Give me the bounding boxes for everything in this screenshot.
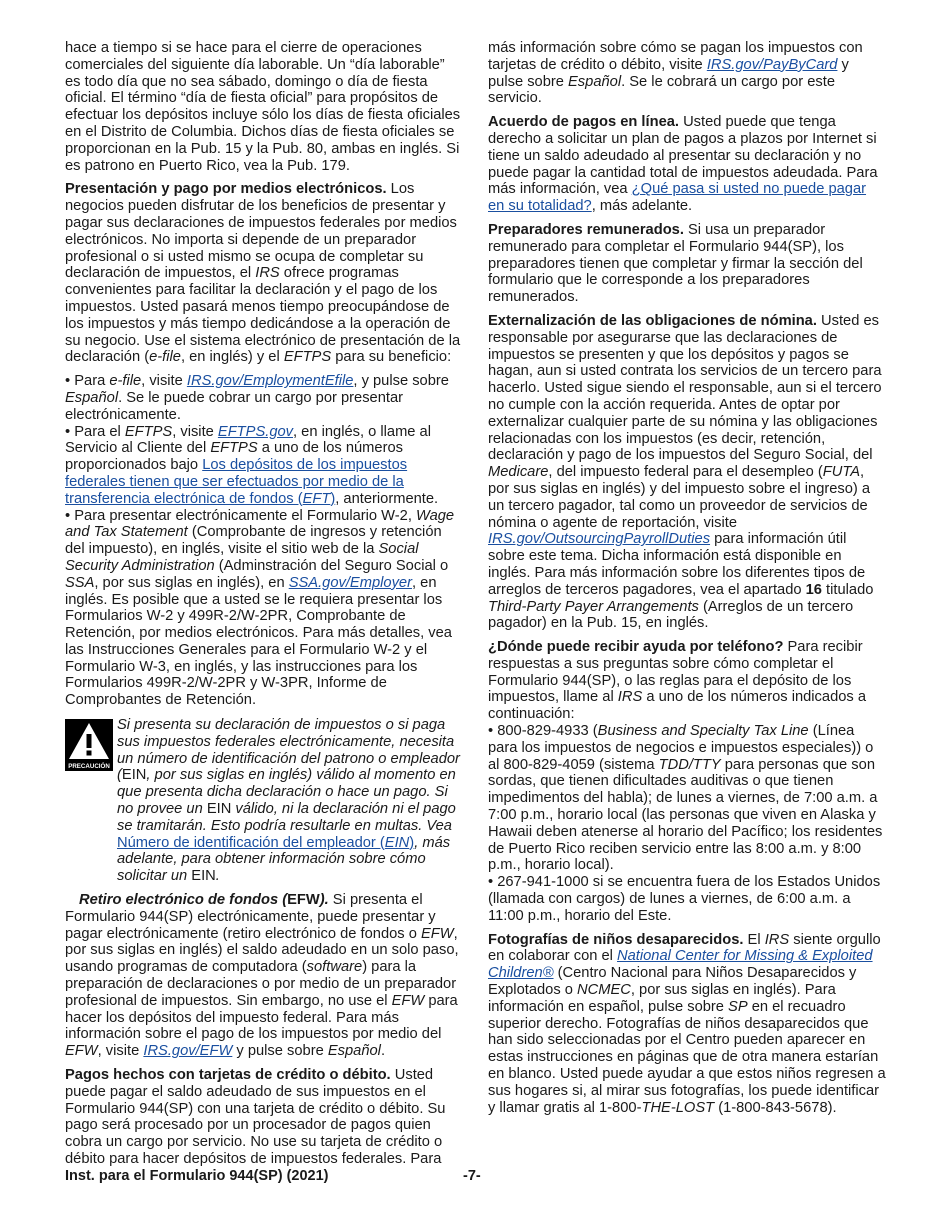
bullet-phone-domestic: • 800-829-4933 (Business and Specialty Tax Line (Línea para los impuestos de negocios e impuestos especiales)) o al 800-829-4059 (sistema TDD/TTY para personas que son sordas, que tienen dificultades auditivas o que tienen impedimentos del habla); de lunes a viernes, de 7:00 a.m. a 7:00 p.m., horario local (las personas que viven en Alaska y Hawaii deben atenerse al horario del Pacífico; los residentes de Puerto Rico reciben servicio entre las 8:00 a.m. y 8:00 p.m., horario local). xyxy=(488,723,883,874)
paragraph-outsourcing: Externalización de las obligaciones de nómina. Usted es responsable por asegurarse que las declaraciones de impuestos se presenten y que los depósitos y pagos se hagan, aun si usted contrata los servicios de un tercero para hacerlo. Usted sigue siendo el responsable, aun si el tercero no cumple con la acción requerida. Antes de optar por externalizar cualquier parte de su nómina y las obligaciones relacionadas con los impuestos (es decir, retención, declaración y pago de los impuestos del Seguro Social, del Medicare, del impuesto federal para el desempleo (FUTA, por sus siglas en inglés) y del impuesto sobre el ingreso) a un tercero pagador, tal como un proveedor de servicios de nómina o agente de reportación, visite IRS.gov/OutsourcingPayrollDuties para información útil sobre este tema. Dicha información está disponible en inglés. Para más información sobre los diferentes tipos de arreglos de terceros pagadores, vea el apartado 16 titulado Third-Party Payer Arrangements (Arreglos de un tercero pagador) en la Pub. 15, en inglés. xyxy=(488,312,882,632)
bullet-efile: • Para e-file, visite IRS.gov/EmploymentEfile, y pulse sobre Español. Se le puede cobrar un cargo por presentar electrónicamente. xyxy=(65,373,449,423)
paragraph-paid-preparers: Preparadores remunerados. Si usa un preparador remunerado para completar el Formulario 944(SP), los preparadores tienen que completar y firmar la sección del formulario que le corresponde a los preparadores remunerados. xyxy=(488,221,863,306)
paragraph-deposit-timing: hace a tiempo si se hace para el cierre de operaciones comerciales del siguiente día laborable. Un “día laborable” es todo día que no sea sábado, domingo o día de fiesta oficial. El término “día de fiesta oficial” para propósitos de efectuar los depósitos incluye sólo los días de fiesta oficiales en el Distrito de Columbia. Dichos días de fiesta oficiales se proporcionan en la Pub. 15 y la Pub. 80, ambas en inglés. Si es patrono en Puerto Rico, vea la Pub. 179. xyxy=(65,40,461,174)
link-eftps[interactable]: EFTPS.gov xyxy=(217,423,294,440)
link-outsourcing-payroll[interactable]: IRS.gov/OutsourcingPayrollDuties xyxy=(488,531,711,548)
link-irs-efw[interactable]: IRS.gov/EFW xyxy=(143,1043,233,1060)
paragraph-installment: Acuerdo de pagos en línea. Usted puede que tenga derecho a solicitar un plan de pagos a plazos por Internet si tiene un saldo adeudado al presentar su declaración y no puede pagar la cantidad total de impuestos adeudada. Para más información, vea ¿Qué pasa si usted no puede pagar en su totalidad?, más adelante. xyxy=(488,114,878,215)
link-employment-efile[interactable]: IRS.gov/EmploymentEfile xyxy=(186,373,354,390)
link-ssa-employer[interactable]: SSA.gov/Employer xyxy=(288,574,412,591)
caution-text: Si presenta su declaración de impuestos o si paga sus impuestos federales electrónicamente, necesita un número de identificación del patrono o empleador (EIN, por sus siglas en inglés) válido al momento en que presenta dicha declaración o hace un pago. Si no provee un EIN válido, ni la declaración ni el pago se tramitarán. Esto podría resultarle en multas. Vea Número de identificación del empleador (EIN), más adelante, para obtener información sobre cómo solicitar un EIN. xyxy=(117,717,460,885)
link-pay-by-card[interactable]: IRS.gov/PayByCard xyxy=(706,56,838,73)
link-eft-deposits[interactable]: Los depósitos de los impuestos federales tienen que ser efectuados por medio de la transferencia electrónica de fondos (EFT) xyxy=(65,457,408,507)
heading-efw: Retiro electrónico de fondos (EFW). xyxy=(79,892,329,909)
heading-electronic-filing: Presentación y pago por medios electrónicos. xyxy=(65,181,387,198)
heading-missing-children: Fotografías de niños desaparecidos. xyxy=(488,931,744,948)
caution-box xyxy=(65,717,463,885)
paragraph-phone-help: ¿Dónde puede recibir ayuda por teléfono? Para recibir respuestas a sus preguntas sobre cómo completar el Formulario 944(SP), o las reglas para el depósito de los impuestos, llame al IRS a uno de los números indicados a continuación: xyxy=(488,639,867,723)
link-ncmec[interactable]: National Center for Missing & Exploited Children® xyxy=(488,948,873,982)
caution-icon xyxy=(65,719,113,771)
footer-title: Inst. para el Formulario 944(SP) (2021) xyxy=(65,1168,329,1184)
left-column xyxy=(65,40,463,1175)
paragraph-card-payments: Pagos hechos con tarjetas de crédito o débito. Usted puede pagar el saldo adeudado de sus impuestos en el Formulario 944(SP) con una tarjeta de crédito o débito. Su pago será procesado por un procesador de pagos quien cobra un cargo por servicio. No use su tarjeta de crédito o débito para hacer depósitos de impuestos federales. Para xyxy=(65,1067,446,1167)
heading-phone-help: ¿Dónde puede recibir ayuda por teléfono? xyxy=(488,639,784,656)
bullet-phone-international: • 267-941-1000 si se encuentra fuera de los Estados Unidos (llamada con cargos) de lunes a viernes, de 6:00 a.m. a 11:00 p.m., horario del Este. xyxy=(488,874,881,924)
paragraph-missing-children: Fotografías de niños desaparecidos. El IRS siente orgullo en colaborar con el National Center for Missing & Exploited Children® (Centro Nacional para Niños Desaparecidos y Explotados o NCMEC, por sus siglas en inglés). Para información en español, pulse sobre SP en el recuadro superior derecho. Fotografías de niños desaparecidos que han sido seleccionadas por el Centro pueden aparecer en estas instrucciones en páginas que de otra manera estarían en blanco. Usted puede ayudar a que estos niños regresen a sus hogares si, al mirar sus fotografías, los puede identificar y llamar gratis al 1-800-THE-LOST (1-800-843-5678). xyxy=(488,931,886,1116)
heading-outsourcing: Externalización de las obligaciones de nómina. xyxy=(488,312,817,329)
page-number: -7- xyxy=(463,1168,481,1184)
bullet-w2: • Para presentar electrónicamente el Formulario W-2, Wage and Tax Statement (Comprobante de ingresos y retención del impuesto), en inglés, visite el sitio web de la Social Security Administration (Adminstración del Seguro Social o SSA, por sus siglas en inglés), en SSA.gov/Employer, en inglés. Es posible que a usted se le requiera presentar los Formularios W-2 y 499R-2/W-2PR, Comprobante de Retención, por medios electrónicos. Para más detalles, vea las Instrucciones Generales para el Formulario W-2 y el Formulario W-3, en inglés, y las instrucciones para los Formularios 499R-2/W-2PR y W-3PR, Informe de Comprobantes de Retención. xyxy=(65,507,455,709)
right-column xyxy=(488,40,886,1123)
paragraph-electronic-filing: Presentación y pago por medios electrónicos. Los negocios pueden disfrutar de los beneficios de presentar y pagar sus declaraciones de impuestos federales por medios electrónicos. No importa si depende de un preparador profesional o si usted mismo se ocupa de completar su declaración de impuestos, el IRS ofrece programas convenientes para facilitar la declaración y el pago de los impuestos. Usted pasará menos tiempo preocupándose de los impuestos y más tiempo dedicándose a la operación de su negocio. Use el sistema electrónico de presentación de la declaración (e-file, en inglés) y el EFTPS para su beneficio: xyxy=(65,181,461,366)
link-ein[interactable]: Número de identificación del empleador (EIN) xyxy=(117,834,415,851)
caution-label: PRECAUCIÓN xyxy=(68,763,110,771)
bullet-eftps: • Para el EFTPS, visite EFTPS.gov, en inglés, o llame al Servicio al Cliente del EFTPS a uno de los números proporcionados bajo Los depósitos de los impuestos federales tienen que ser efectuados por medio de la transferencia electrónica de fondos (EFT), anteriormente. xyxy=(65,423,439,507)
heading-card-payments: Pagos hechos con tarjetas de crédito o débito. xyxy=(65,1067,391,1084)
link-cannot-pay[interactable]: ¿Qué pasa si usted no puede pagar en su totalidad? xyxy=(488,181,867,215)
paragraph-efw: Retiro electrónico de fondos (EFW). Si presenta el Formulario 944(SP) electrónicamente, puede presentar y pagar electrónicamente (retiro electrónico de fondos o EFW, por sus siglas en inglés) el saldo adeudado en un solo paso, usando programas de computadora (software) para la preparación de declaraciones o por medio de un preparador profesional de impuestos. Sin embargo, no use el EFW para hacer los depósitos del impuesto federal. Para más información sobre el pago de los impuestos por medio del EFW, visite IRS.gov/EFW y pulse sobre Español. xyxy=(65,892,459,1060)
paragraph-card-continued: más información sobre cómo se pagan los impuestos con tarjetas de crédito o débito, visite IRS.gov/PayByCard y pulse sobre Español. Se le cobrará un cargo por este servicio. xyxy=(488,40,863,107)
heading-paid-preparers: Preparadores remunerados. xyxy=(488,221,684,238)
heading-installment: Acuerdo de pagos en línea. xyxy=(488,114,679,131)
